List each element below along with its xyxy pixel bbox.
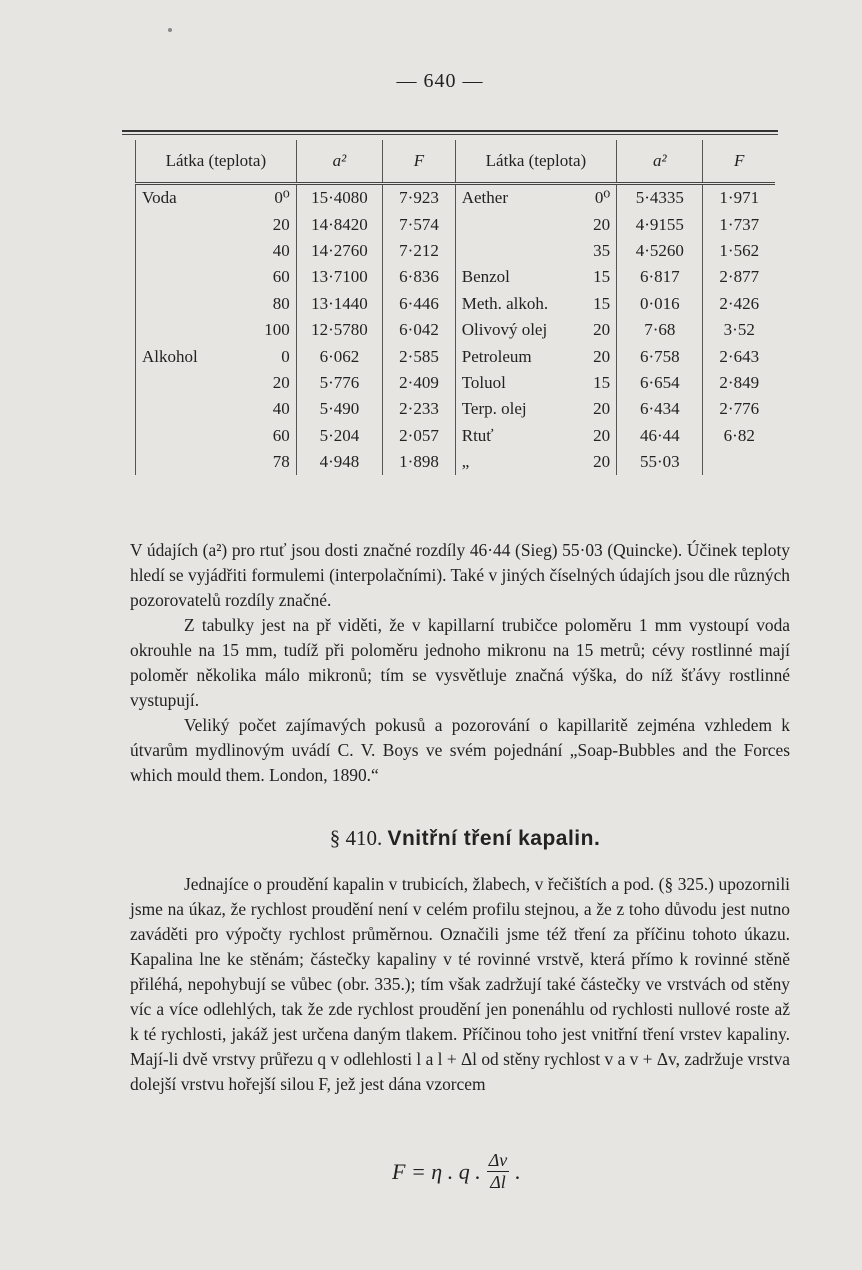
cell-f: 2·426 <box>703 291 775 317</box>
table-row <box>136 343 776 369</box>
table-row <box>136 264 776 290</box>
table-row <box>136 396 776 422</box>
table-row <box>136 238 776 264</box>
substance-name: Terp. olej <box>461 399 527 419</box>
cell-f: 2·776 <box>703 396 775 422</box>
cell-substance-temp <box>455 449 616 475</box>
cell-a2: 14·8420 <box>296 211 383 237</box>
cell-a2: 12·5780 <box>296 317 383 343</box>
cell-a2: 6·062 <box>296 343 383 369</box>
cell-f: 2·643 <box>703 343 775 369</box>
paragraph-block-2 <box>130 872 790 1097</box>
substance-name: Olivový olej <box>461 320 548 340</box>
cell-substance-temp <box>455 264 616 290</box>
cell-substance-temp <box>136 264 297 290</box>
header-a2-1: a² <box>296 140 383 184</box>
formula-lhs: F = η . q . <box>392 1158 481 1184</box>
formula-numerator: Δv <box>488 1150 508 1170</box>
header-substance-1: Látka (teplota) <box>136 140 297 184</box>
temperature: 35 <box>593 240 611 260</box>
temperature: 0⁰ <box>274 188 290 208</box>
cell-a2: 0·016 <box>617 291 703 317</box>
cell-a2: 6·654 <box>617 370 703 396</box>
cell-substance-temp <box>455 238 616 264</box>
cell-f: 2·233 <box>383 396 455 422</box>
cell-a2: 46·44 <box>617 423 703 449</box>
ink-spot <box>168 28 172 32</box>
formula-fraction <box>487 1150 510 1193</box>
temperature: 80 <box>272 293 290 313</box>
cell-f: 7·923 <box>383 184 455 212</box>
data-table <box>135 140 775 475</box>
cell-f: 2·409 <box>383 370 455 396</box>
table-body <box>136 184 776 476</box>
paragraph-block-1 <box>130 538 790 788</box>
cell-substance-temp <box>136 291 297 317</box>
formula-denominator: Δl <box>490 1172 506 1192</box>
cell-substance-temp <box>136 449 297 475</box>
cell-substance-temp <box>136 370 297 396</box>
table-top-rule-thin <box>122 134 778 135</box>
cell-a2: 4·5260 <box>617 238 703 264</box>
table-row <box>136 449 776 475</box>
friction-formula <box>392 1150 521 1193</box>
table-row <box>136 184 776 212</box>
table-row <box>136 211 776 237</box>
cell-substance-temp <box>455 184 616 212</box>
cell-substance-temp <box>136 317 297 343</box>
paragraph-mercury: V údajích (a²) pro rtuť jsou dosti značné rozdíly 46·44 (Sieg) 55·03 (Quincke). Účinek teploty hledí se vyjádřiti formulemi (interpolačními). Také v jiných číselných údajích jsou dle různých pozorovatelů rozdíly značné. <box>130 540 790 610</box>
section-mark: § 410. <box>329 826 383 850</box>
substance-name: Alkohol <box>142 346 198 366</box>
header-a2-2: a² <box>617 140 703 184</box>
temperature: 15 <box>593 372 611 392</box>
cell-substance-temp <box>136 396 297 422</box>
cell-f: 6·836 <box>383 264 455 290</box>
cell-substance-temp <box>455 370 616 396</box>
cell-f: 2·877 <box>703 264 775 290</box>
cell-a2: 5·4335 <box>617 184 703 212</box>
cell-f <box>703 449 775 475</box>
section-title: Vnitřní tření kapalin. <box>387 827 601 850</box>
cell-f: 6·042 <box>383 317 455 343</box>
cell-a2: 4·948 <box>296 449 383 475</box>
cell-substance-temp <box>455 317 616 343</box>
substance-name: Toluol <box>461 372 506 392</box>
temperature: 0⁰ <box>594 188 611 208</box>
cell-substance-temp <box>136 211 297 237</box>
table-row <box>136 317 776 343</box>
cell-substance-temp <box>455 396 616 422</box>
cell-a2: 6·817 <box>617 264 703 290</box>
section-heading <box>0 826 862 851</box>
header-substance-2: Látka (teplota) <box>455 140 616 184</box>
cell-a2: 7·68 <box>617 317 703 343</box>
cell-f: 1·562 <box>703 238 775 264</box>
paragraph-boys: Veliký počet zajímavých pokusů a pozorování o kapillaritě zejména vzhledem k útvarům mydlinovým uvádí C. V. Boys ve svém pojednání „Soap-Bubbles and the Forces which mould them. London, 1890.“ <box>130 715 790 785</box>
cell-f: 6·446 <box>383 291 455 317</box>
cell-substance-temp <box>455 423 616 449</box>
formula-tail: . <box>515 1158 521 1184</box>
cell-a2: 6·758 <box>617 343 703 369</box>
temperature: 15 <box>593 267 611 287</box>
substance-name: Petroleum <box>461 346 532 366</box>
temperature: 15 <box>593 293 611 313</box>
substance-name: Meth. alkoh. <box>461 293 549 313</box>
cell-substance-temp <box>136 423 297 449</box>
cell-a2: 13·1440 <box>296 291 383 317</box>
substance-name: Aether <box>461 188 508 208</box>
cell-f: 3·52 <box>703 317 775 343</box>
cell-a2: 13·7100 <box>296 264 383 290</box>
cell-substance-temp <box>455 291 616 317</box>
header-f-1: F <box>383 140 455 184</box>
cell-f: 1·737 <box>703 211 775 237</box>
temperature: 20 <box>593 320 611 340</box>
cell-a2: 4·9155 <box>617 211 703 237</box>
temperature: 20 <box>593 399 611 419</box>
temperature: 40 <box>272 240 290 260</box>
temperature: 78 <box>272 452 290 472</box>
cell-substance-temp <box>136 184 297 212</box>
cell-substance-temp <box>136 238 297 264</box>
substance-name: Benzol <box>461 267 510 287</box>
cell-a2: 55·03 <box>617 449 703 475</box>
cell-f: 7·574 <box>383 211 455 237</box>
cell-f: 2·057 <box>383 423 455 449</box>
cell-a2: 15·4080 <box>296 184 383 212</box>
cell-f: 1·971 <box>703 184 775 212</box>
cell-a2: 14·2760 <box>296 238 383 264</box>
cell-a2: 5·776 <box>296 370 383 396</box>
temperature: 0 <box>281 346 290 366</box>
temperature: 20 <box>272 214 290 234</box>
temperature: 20 <box>593 452 611 472</box>
cell-f: 2·585 <box>383 343 455 369</box>
cell-substance-temp <box>455 211 616 237</box>
cell-a2: 6·434 <box>617 396 703 422</box>
cell-f: 2·849 <box>703 370 775 396</box>
cell-f: 6·82 <box>703 423 775 449</box>
cell-a2: 5·490 <box>296 396 383 422</box>
table-row <box>136 291 776 317</box>
paragraph-capillary: Z tabulky jest na př viděti, že v kapillarní trubičce poloměru 1 mm vystoupí voda okrouhle na 15 mm, tudíž při poloměru jednoho mikronu na 15 metrů; cévy rostlinné mají poloměr několika málo mikronů; tím se vysvětluje značná výška, do níž šťávy rostlinné vystupují. <box>130 615 790 710</box>
temperature: 40 <box>272 399 290 419</box>
table-row <box>136 423 776 449</box>
table-top-rule <box>122 130 778 132</box>
paragraph-internal-friction: Jednajíce o proudění kapalin v trubicích, žlabech, v řečištích a pod. (§ 325.) upozornili jsme na úkaz, že rychlost proudění není v celém profilu stejnou, a že z toho důvodu jest nutno zaváděti pro výpočty rychlost průměrnou. Označili jsme též tření za příčinu tohoto úkazu. Kapalina lne ke stěnám; částečky kapaliny v té rovinné vrstvě, která přímo k rovinné stěně přiléhá, nepohybují se vůbec (obr. 335.); tím však zadržují také částečky ve vrstvách od stěny víc a více odlehlých, tak že zde rychlost proudění jen ponenáhlu od rychlosti nullové roste až k té rychlosti, jakáž jest určena daným tlakem. Příčinou toho jest vnitřní tření vrstev kapaliny. Mají-li dvě vrstvy průřezu q v odlehlosti l a l + Δl od stěny rychlost v a v + Δv, zadržuje vrstva dolejší vrstvu hořejší silou F, jež jest dána vzorcem <box>130 874 791 1094</box>
substance-name: Voda <box>142 188 177 208</box>
table-header-row <box>136 140 776 184</box>
temperature: 20 <box>272 372 290 392</box>
cell-substance-temp <box>455 343 616 369</box>
substance-name: Rtuť <box>461 425 494 445</box>
temperature: 60 <box>272 425 290 445</box>
cell-substance-temp <box>136 343 297 369</box>
substance-name: „ <box>461 452 470 472</box>
cell-a2: 5·204 <box>296 423 383 449</box>
temperature: 100 <box>264 320 290 340</box>
temperature: 20 <box>593 425 611 445</box>
page-number: — 640 — <box>396 70 484 92</box>
temperature: 20 <box>593 214 611 234</box>
table-row <box>136 370 776 396</box>
cell-f: 7·212 <box>383 238 455 264</box>
header-f-2: F <box>703 140 775 184</box>
temperature: 60 <box>272 267 290 287</box>
temperature: 20 <box>593 346 611 366</box>
cell-f: 1·898 <box>383 449 455 475</box>
